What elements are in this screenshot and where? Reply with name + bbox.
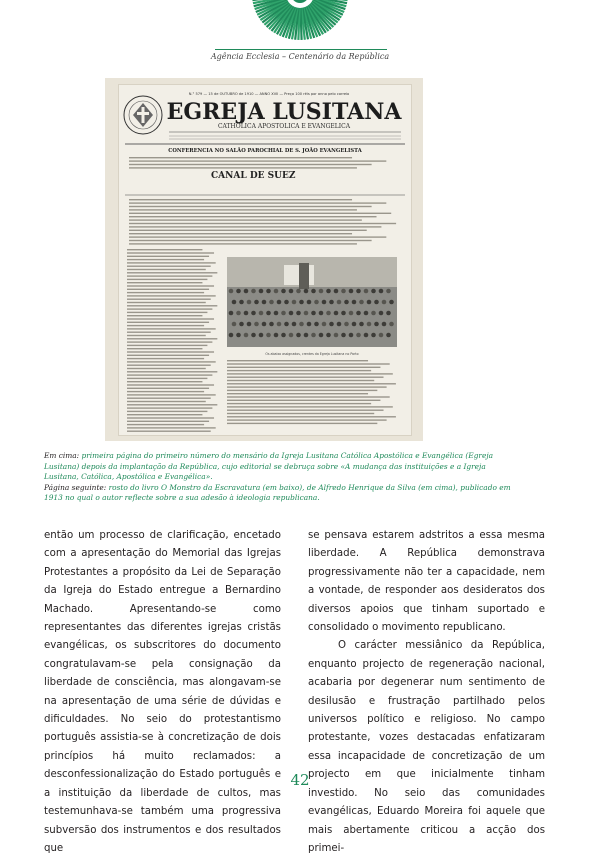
church-emblem [124, 96, 162, 134]
caption-lead-next-page: Página seguinte: [44, 483, 106, 492]
header-divider [215, 49, 387, 50]
newspaper-page [118, 84, 412, 436]
conference-heading: CONFERENCIA NO SALÃO PAROCHIAL DE S. JOÃO EVANGELISTA [168, 146, 362, 154]
body-column-right [308, 527, 545, 858]
issue-line: N.° 579 — 15 de OUTUBRO de 1910 — ANNO XVII — Preço 100 réis por anno pelo correio [189, 92, 350, 96]
canal-suez-text: CANAL DE SUEZ [211, 171, 296, 181]
group-photograph [227, 257, 397, 347]
photo-caption: Os abaixo assignados, crentes da Egreja Lusitana no Porto [265, 352, 358, 356]
body-paragraph: O carácter messiânico da República, enquanto projecto de regeneração nacional, acabaria por degenerar num sentimento de desilusão e frustração partilhado pelos universos político e religioso. No campo protestante, vozes destacadas enfatizaram essa incapacidade de concretização de um projecto em que inicialmente tinham investido. No seio das comunidades evangélicas, Eduardo Moreira foi aquele que mais abertamente criticou a acção dos primei- [308, 637, 545, 858]
caption-text-above: primeira página do primeiro número do mensário da Igreja Lusitana Católica Apostólica e Evangélica (Egreja Lusitana) depois da implantação da República, cujo editorial se debruça sobre «A mudança das instituições e a Igreja Lusitana, Católica, Apostólica e Evangélica». [44, 451, 493, 481]
newspaper-scan [119, 85, 411, 435]
body-paragraph: se pensava estarem adstritos a essa mesma liberdade. A República demonstrava progressivamente não ter a capacidade, nem a vontade, de responder aos desideratos dos diversos apoios que tinham suportado e consolidado o movimento republicano. [308, 527, 545, 637]
page-number: 42 [270, 771, 330, 789]
sunburst-ornament [250, 0, 350, 42]
caption-lead-above: Em cima: [44, 451, 79, 460]
body-column-left [44, 527, 281, 858]
caption-text-next-page: rosto do livro O Monstro da Escravatura (em baixo), de Alfredo Henrique da Silva (em cima), publicado em 1913 no qual o autor reflecte sobre a sua adesão à ideologia republicana. [44, 483, 511, 503]
newspaper-subtitle: CATHOLICA APOSTOLICA E EVANGELICA [218, 123, 351, 130]
newspaper-masthead: EGREJA LUSITANA [167, 99, 403, 125]
body-paragraph: então um processo de clarificação, encetado com a apresentação do Memorial das Igrejas Protestantes a propósito da Lei de Separação da Igreja do Estado entregue a Bernardino Machado. Apresentando-se como representantes das diferentes igrejas cristãs evangélicas, os subscritores do documento congratulavam-se pela consignação da liberdade de consciência, mas alongavam-se na apresentação de uma série de dúvidas e dificuldades. No seio do protestantismo português assistia-se à concretização de dois princípios há muito reclamados: a desconfessionalização do Estado português e a instituição da liberdade de cultos, mas testemunhava-se também uma progressiva subversão dos instrumentos e dos resultados que [44, 527, 281, 858]
running-header: Agência Ecclesia – Centenário da República [150, 52, 450, 61]
figure-caption [44, 451, 514, 504]
